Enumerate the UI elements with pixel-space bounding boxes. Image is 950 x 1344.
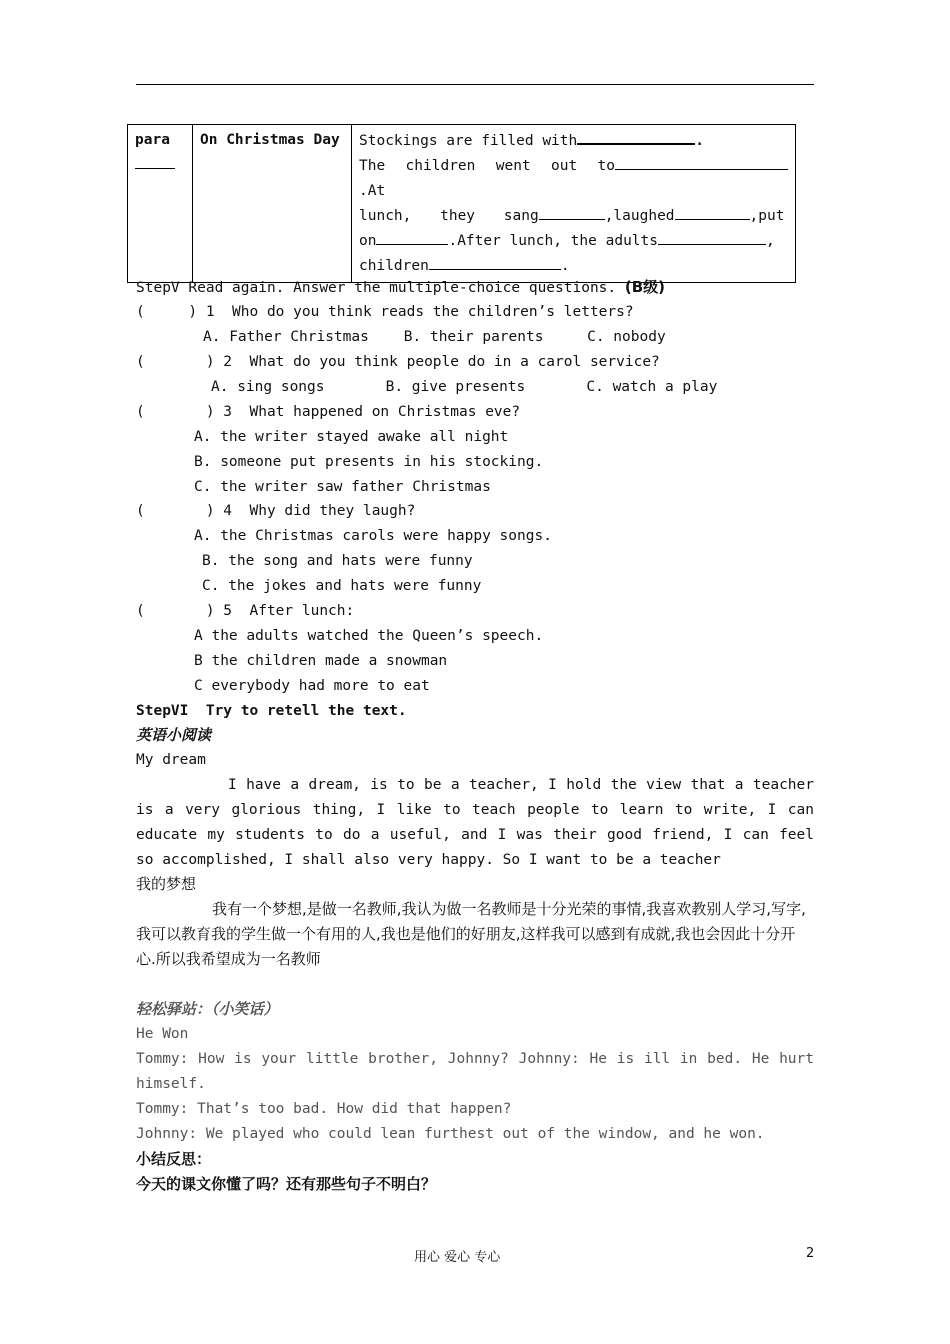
question-5-option-c: C everybody had more to eat <box>194 678 430 694</box>
laughed-blank[interactable] <box>675 204 750 220</box>
reading-title-cn: 我的梦想 <box>136 875 197 893</box>
question-4-option-a: A. the Christmas carols were happy songs. <box>194 528 552 544</box>
question-5: ( ) 5 After lunch: <box>136 603 355 619</box>
reading-body-cn: 我有一个梦想,是做一名教师,我认为做一名教师是十分光荣的事情,我喜欢教别人学习,写字,我可以教育我的学生做一个有用的人,我也是他们的好朋友,这样我可以感到有成就,我也会因此十分开心.所以我希望成为一名教师 <box>136 900 806 968</box>
para-label: para <box>135 132 170 148</box>
question-3-option-c: C. the writer saw father Christmas <box>194 479 491 495</box>
header-rule <box>136 84 814 85</box>
question-1-options: A. Father Christmas B. their parents C. nobody <box>203 329 666 345</box>
children-blank[interactable] <box>429 254 561 270</box>
reading-title-en: My dream <box>136 752 206 768</box>
question-2-options: A. sing songs B. give presents C. watch a play <box>211 379 718 395</box>
question-5-option-a: A the adults watched the Queen’s speech. <box>194 628 544 644</box>
question-3-option-a: A. the writer stayed awake all night <box>194 429 509 445</box>
sang-blank[interactable] <box>539 204 605 220</box>
step5-heading: StepV Read again. Answer the multiple-choice questions. (B级) <box>136 278 666 296</box>
footer-motto: 用心 爱心 专心 <box>414 1250 501 1265</box>
paragraph-table <box>127 124 796 283</box>
question-4-option-b: B. the song and hats were funny <box>202 553 473 569</box>
joke-line-1: Tommy: How is your little brother, Johnny? Johnny: He is ill in bed. He hurt himself. <box>136 1051 814 1092</box>
step6-heading: StepVI Try to retell the text. <box>136 703 407 719</box>
adults-blank[interactable] <box>658 229 766 245</box>
section-title: On Christmas Day <box>200 132 340 148</box>
question-3: ( ) 3 What happened on Christmas eve? <box>136 404 521 420</box>
page-number: 2 <box>806 1246 815 1261</box>
reading-body-en: I have a dream, is to be a teacher, I hold the view that a teacher is a very glorious thing, I like to teach people to learn to write, I can educate my students to do a useful, and I was their good friend, I can feel so accomplished, I shall also very happy. So I want to be a teacher <box>136 777 814 868</box>
joke-line-3: Johnny: We played who could lean furthest out of the window, and he won. <box>136 1126 765 1142</box>
went-out-blank[interactable] <box>615 154 788 170</box>
question-3-option-b: B. someone put presents in his stocking. <box>194 454 544 470</box>
summary-heading: 小结反思： <box>136 1150 212 1168</box>
question-2: ( ) 2 What do you think people do in a carol service? <box>136 354 660 370</box>
section-title-cell <box>193 125 352 283</box>
joke-title: He Won <box>136 1026 189 1042</box>
table-row <box>128 125 796 283</box>
question-5-option-b: B the children made a snowman <box>194 653 448 669</box>
put-on-blank[interactable] <box>376 229 448 245</box>
question-4: ( ) 4 Why did they laugh? <box>136 503 416 519</box>
joke-heading: 轻松驿站：（小笑话） <box>136 1000 279 1018</box>
stockings-blank[interactable] <box>577 128 695 145</box>
reading-heading: 英语小阅读 <box>136 726 212 744</box>
fill-in-cell: Stockings are filled with . The children went out to.At lunch, they sang ,laughed ,put on .After lunch, the adults , children . <box>352 125 796 283</box>
para-number-blank[interactable] <box>135 153 175 169</box>
question-4-option-c: C. the jokes and hats were funny <box>202 578 482 594</box>
summary-question: 今天的课文你懂了吗？还有那些句子不明白？ <box>136 1175 437 1193</box>
para-cell <box>128 125 193 283</box>
joke-line-2: Tommy: That’s too bad. How did that happen? <box>136 1101 512 1117</box>
question-1: ( ) 1 Who do you think reads the children’s letters? <box>136 304 634 320</box>
